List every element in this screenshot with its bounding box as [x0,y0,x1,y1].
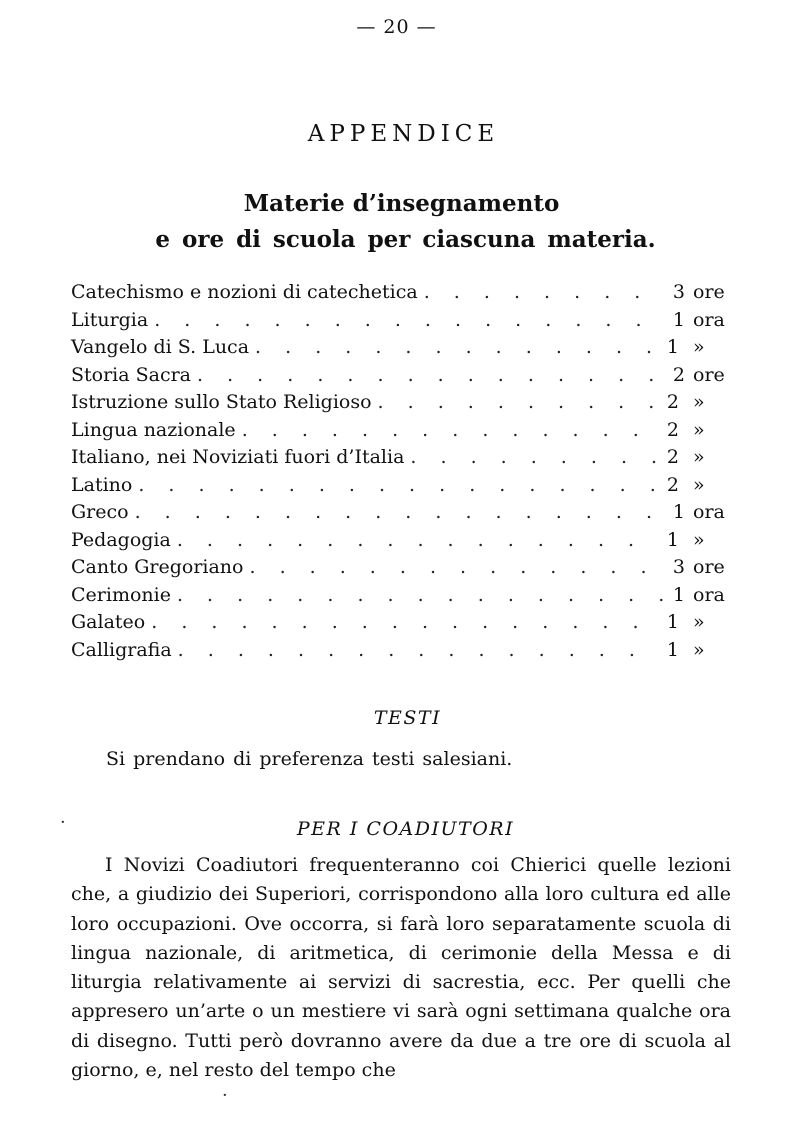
subject-unit: ora [693,501,725,523]
subject-row [71,281,731,309]
subject-hours: 1 [672,583,685,606]
subject-hours: 2 [666,473,679,496]
subject-hours: 1 [666,611,679,633]
subject-unit: ore [693,556,725,578]
subject-unit: ore [693,281,725,303]
subject-name: Canto Gregoriano [71,556,244,578]
subject-hours: 3 [672,281,685,303]
dot-leader [372,391,659,413]
subject-unit: » [693,638,705,661]
subject-unit: » [693,528,705,551]
subject-unit: » [693,611,705,633]
subject-row [71,639,731,667]
subject-row [71,364,731,392]
subject-unit: » [693,446,705,468]
subject-hours: 1 [672,308,685,331]
subject-row [71,309,731,337]
print-speck: · [60,812,66,833]
subject-unit: » [693,473,705,496]
subject-name: Catechismo e nozioni di catechetica [71,281,418,303]
subjects-title-line-1: Materie d’insegnamento [243,190,560,217]
subject-row [71,611,731,639]
dot-leader [129,501,665,523]
dot-leader [148,309,665,331]
subject-hours-list [71,281,731,666]
subject-name: Cerimonie [71,583,171,606]
subject-row [71,529,731,557]
subject-unit: ora [693,583,725,606]
subject-unit: ora [693,308,725,331]
subject-hours: 2 [666,446,679,468]
dot-leader [172,639,659,661]
subject-name: Italiano, nei Noviziati fuori d’Italia [71,446,405,468]
subject-hours: 2 [666,418,679,441]
dot-leader [236,419,659,441]
subject-hours: 2 [672,363,685,386]
subject-row [71,501,731,529]
dot-leader [404,446,659,468]
subject-row [71,446,731,474]
subject-unit: ore [693,363,725,386]
coadiutori-heading: PER I COADIUTORI [296,818,515,840]
subject-row [71,391,731,419]
subject-name: Pedagogia [71,528,171,551]
subject-row [71,419,731,447]
appendix-title: APPENDICE [307,121,500,147]
subject-unit: » [693,391,705,413]
coadiutori-paragraph: I Novizi Coadiutori frequenteranno coi Chierici quelle lezioni che, a giudizio dei Superiori, corrispondono alla loro cultura ed alle loro occupazioni. Ove occorra, si farà loro separatamente scuola di lingua nazionale, di aritmetica, di cerimonie della Messa e di liturgia relativamente ai servizi di sacrestia, ecc. Per quelli che appresero un’arte o un mestiere vi sarà ogni settimana qualche ora di disegno. Tutti però dovranno avere da due a tre ore di scuola al giorno, e, nel resto del tempo che [71,854,731,1082]
testi-text: Si prendano di preferenza testi salesiani. [106,748,513,770]
subjects-title-line-2: e ore di scuola per ciascuna materia. [155,226,656,253]
print-speck: · [222,1085,228,1106]
dot-leader [171,529,659,551]
subject-name: Galateo [71,611,146,633]
subject-row [71,556,731,584]
subject-unit: » [693,418,705,441]
page-number: — 20 — [356,16,437,38]
subject-hours: 2 [666,391,679,413]
subject-row [71,336,731,364]
dot-leader [132,474,659,496]
subject-row [71,474,731,502]
subject-name: Vangelo di S. Luca [71,336,250,358]
subject-hours: 3 [672,556,685,578]
dot-leader [145,611,659,633]
subject-hours: 1 [666,336,679,358]
subject-hours: 1 [666,638,679,661]
dot-leader [418,281,665,303]
subject-name: Lingua nazionale [71,418,236,441]
dot-leader [249,336,659,358]
subject-unit: » [693,336,705,358]
dot-leader [191,364,665,386]
testi-heading: TESTI [373,707,442,729]
subject-name: Greco [71,501,129,523]
subject-row [71,584,731,612]
subject-name: Latino [71,473,133,496]
subject-hours: 1 [672,501,685,523]
dot-leader [171,584,665,606]
subject-name: Calligrafia [71,638,172,661]
subject-name: Istruzione sullo Stato Religioso [71,391,372,413]
subject-name: Storia Sacra [71,363,192,386]
subject-hours: 1 [666,528,679,551]
subject-name: Liturgia [71,308,149,331]
dot-leader [243,556,665,578]
